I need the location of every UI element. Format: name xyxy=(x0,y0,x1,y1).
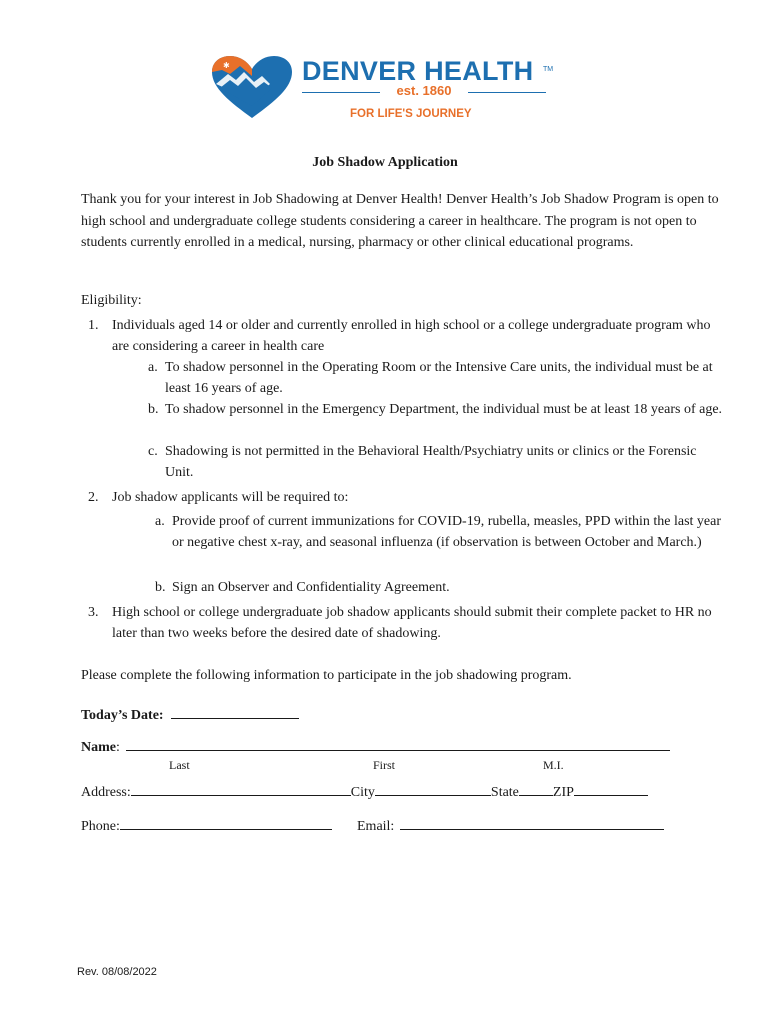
list-item-number: 2. xyxy=(88,490,99,505)
list-item-number: 1. xyxy=(88,318,99,333)
state-field[interactable] xyxy=(519,782,553,796)
name-field[interactable] xyxy=(126,737,670,751)
todays-date-row xyxy=(81,705,299,724)
document-title: Job Shadow Application xyxy=(312,155,458,170)
todays-date-field[interactable] xyxy=(171,705,299,719)
logo-trademark: TM xyxy=(543,66,554,73)
sub-item-1b xyxy=(148,399,723,420)
name-row xyxy=(81,737,670,756)
sub-item-text: Provide proof of current immunizations for COVID-19, rubella, measles, PPD within the last year or negative chest x-ray, and seasonal influenza (if observation is between October and March.) xyxy=(172,514,721,551)
intro-paragraph: Thank you for your interest in Job Shadowing at Denver Health! Denver Health’s Job Shadow Program is open to high school and undergraduate college students considering a career in healthcare. The program is not open to students currently enrolled in a medical, nursing, pharmacy or other clinical educational programs. xyxy=(81,192,719,250)
denver-health-logo xyxy=(210,52,570,124)
sub-item-1c xyxy=(148,441,723,483)
phone-label: Phone: xyxy=(81,819,120,834)
email-field[interactable] xyxy=(400,816,664,830)
name-last-caption: Last xyxy=(169,758,190,772)
email-label: Email: xyxy=(357,819,395,834)
instructions-paragraph: Please complete the following information to participate in the job shadowing program. xyxy=(81,668,572,683)
sub-item-letter: b. xyxy=(148,402,159,417)
revision-footer: Rev. 08/08/2022 xyxy=(77,966,157,978)
name-first-caption: First xyxy=(373,758,396,772)
logo-divider-left xyxy=(302,92,380,93)
sub-item-2a xyxy=(155,511,725,553)
sub-item-letter: c. xyxy=(148,444,158,459)
name-mi-caption: M.I. xyxy=(543,758,564,772)
list-item-text: Job shadow applicants will be required to: xyxy=(112,490,349,505)
todays-date-label: Today’s Date: xyxy=(81,708,164,723)
sub-item-1a xyxy=(148,357,723,399)
sub-item-text: To shadow personnel in the Emergency Department, the individual must be at least 18 years of age. xyxy=(165,402,723,417)
list-item-number: 3. xyxy=(88,605,99,620)
zip-label: ZIP xyxy=(552,785,574,800)
city-label: City xyxy=(350,785,375,800)
sub-item-2b xyxy=(155,577,725,598)
name-label: Name xyxy=(81,740,116,755)
city-field[interactable] xyxy=(375,782,491,796)
list-item-1 xyxy=(88,315,728,357)
logo-divider-right xyxy=(468,92,546,93)
list-item-text: High school or college undergraduate job shadow applicants should submit their complete packet to HR no later than two weeks before the desired date of shadowing. xyxy=(112,605,712,642)
list-item-text: Individuals aged 14 or older and currently enrolled in high school or a college undergraduate program who are considering a career in health care xyxy=(112,318,711,355)
email-row xyxy=(357,816,664,835)
state-label: State xyxy=(490,785,519,800)
sub-item-text: Sign an Observer and Confidentiality Agreement. xyxy=(172,580,450,595)
phone-field[interactable] xyxy=(120,816,332,830)
sub-item-letter: a. xyxy=(148,360,158,375)
eligibility-label: Eligibility: xyxy=(81,293,142,308)
sub-item-text: Shadowing is not permitted in the Behavioral Health/Psychiatry units or clinics or the Forensic Unit. xyxy=(165,444,697,481)
logo-est-row xyxy=(302,84,546,100)
list-item-3 xyxy=(88,602,728,644)
logo-brand-text: DENVER HEALTH xyxy=(302,56,534,86)
sub-item-letter: a. xyxy=(155,514,165,529)
list-item-2 xyxy=(88,487,728,508)
svg-text:✱: ✱ xyxy=(223,61,230,70)
sub-item-letter: b. xyxy=(155,580,166,595)
address-label: Address: xyxy=(81,785,131,800)
address-field[interactable] xyxy=(131,782,351,796)
name-colon: : xyxy=(116,740,120,755)
phone-row xyxy=(81,816,332,835)
heart-mountain-logo-icon xyxy=(210,54,294,120)
address-row xyxy=(81,782,648,801)
zip-field[interactable] xyxy=(574,782,648,796)
sub-item-text: To shadow personnel in the Operating Room or the Intensive Care units, the individual must be at least 16 years of age. xyxy=(165,360,713,397)
logo-tagline: FOR LIFE'S JOURNEY xyxy=(350,108,472,120)
logo-est-text: est. 1860 xyxy=(396,83,452,98)
